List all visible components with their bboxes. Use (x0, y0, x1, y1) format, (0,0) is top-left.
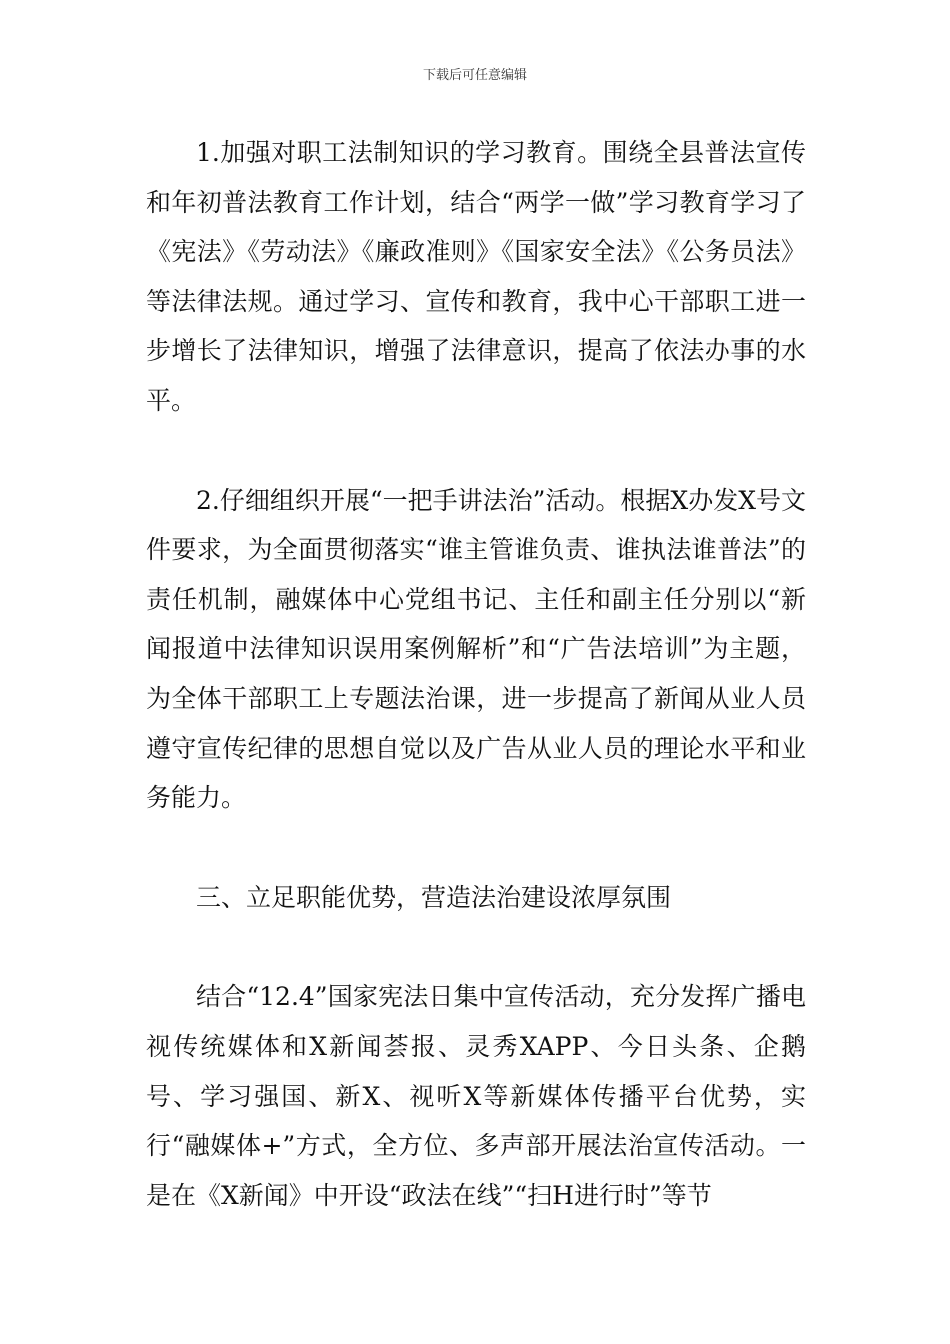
section-heading: 三、立足职能优势，营造法治建设浓厚氛围 (196, 882, 672, 912)
paragraph-leader-lecture: 2.仔细组织开展“一把手讲法治”活动。根据X办发X号文件要求，为全面贯彻落实“谁主管谁负责、谁执法谁普法”的责任机制，融媒体中心党组书记、主任和副主任分别以“新闻报道中法律知识误用案例解析”和“广告法培训”为主题，为全体干部职工上专题法治课，进一步提高了新闻从业人员遵守宣传纪律的思想自觉以及广告从业人员的理论水平和业务能力。 (146, 485, 807, 813)
paragraph-legal-education: 1.加强对职工法制知识的学习教育。围绕全县普法宣传和年初普法教育工作计划，结合“两学一做”学习教育学习了《宪法》《劳动法》《廉政准则》《国家安全法》《公务员法》等法律法规。通过学习、宣传和教育，我中心干部职工进一步增长了法律知识，增强了法律意识，提高了依法办事的水平。 (146, 138, 806, 415)
paragraph-constitution-day: 结合“12.4”国家宪法日集中宣传活动，充分发挥广播电视传统媒体和X新闻荟报、灵秀XAPP、今日头条、企鹅号、学习强国、新X、视听X等新媒体传播平台优势，实行“融媒体+”方式，全方位、多声部开展法治宣传活动。一是在《X新闻》中开设“政法在线”“扫H进行时”等节 (146, 982, 806, 1210)
document-body (146, 128, 806, 1220)
paragraph-spacer (146, 823, 806, 873)
paragraph-spacer (146, 426, 806, 476)
paragraph-spacer (146, 922, 806, 972)
page-header-note: 下载后可任意编辑 (422, 68, 527, 83)
